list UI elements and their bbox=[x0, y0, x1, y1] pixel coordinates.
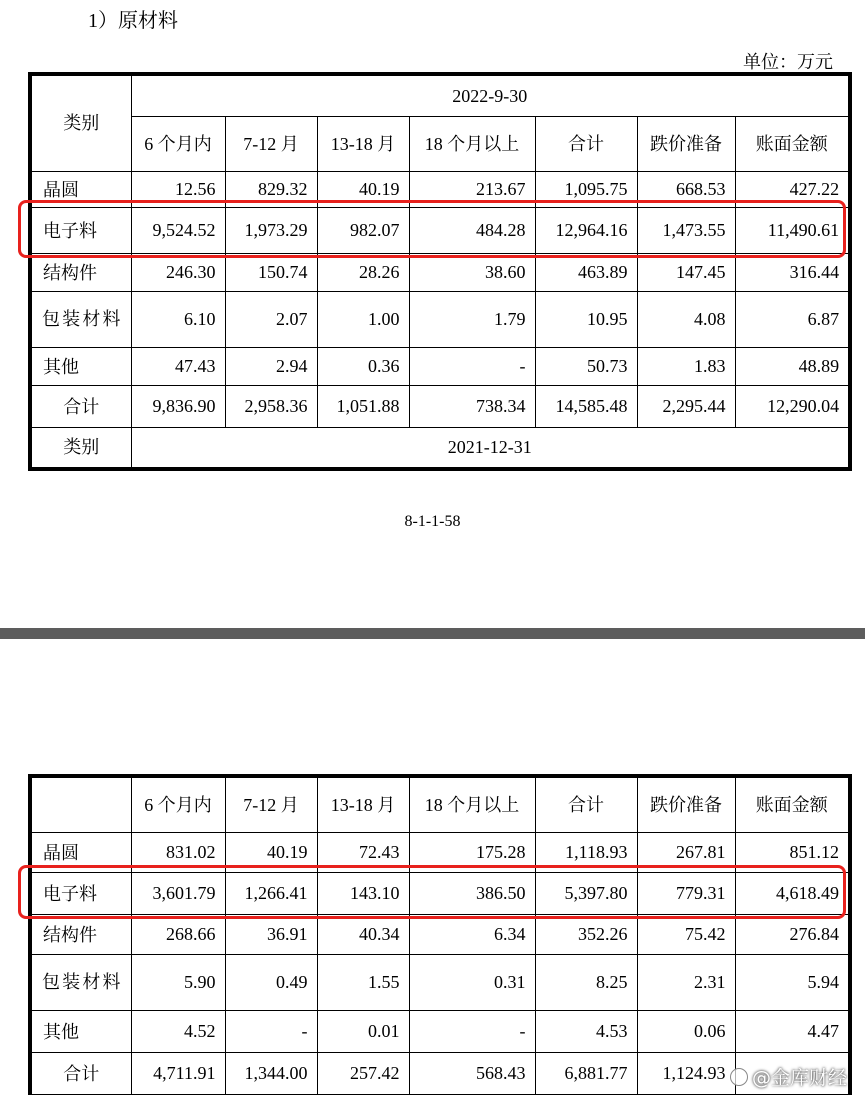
column-header: 账面金额 bbox=[735, 776, 850, 832]
cell: 1.00 bbox=[317, 291, 409, 347]
table-row bbox=[30, 1052, 850, 1094]
cell: 5,397.80 bbox=[535, 872, 637, 914]
cell: 147.45 bbox=[637, 253, 735, 291]
cell: 6,881.77 bbox=[535, 1052, 637, 1094]
cell: 47.43 bbox=[131, 347, 225, 385]
column-header: 13-18 月 bbox=[317, 116, 409, 171]
cell: 12.56 bbox=[131, 171, 225, 207]
cell: 1,266.41 bbox=[225, 872, 317, 914]
table-row bbox=[30, 385, 850, 427]
table-row bbox=[30, 1010, 850, 1052]
cell: 10.95 bbox=[535, 291, 637, 347]
cell: 5.90 bbox=[131, 954, 225, 1010]
cell: 4.52 bbox=[131, 1010, 225, 1052]
table-row bbox=[30, 291, 850, 347]
cell: 3,601.79 bbox=[131, 872, 225, 914]
cell: 4.53 bbox=[535, 1010, 637, 1052]
cell: 1,473.55 bbox=[637, 207, 735, 253]
column-header: 跌价准备 bbox=[637, 776, 735, 832]
table-row bbox=[30, 253, 850, 291]
cell: 12,964.16 bbox=[535, 207, 637, 253]
watermark bbox=[730, 1063, 847, 1090]
cell: 982.07 bbox=[317, 207, 409, 253]
cell: 267.81 bbox=[637, 832, 735, 872]
date-header: 2021-12-31 bbox=[131, 427, 850, 469]
column-header: 18 个月以上 bbox=[409, 776, 535, 832]
cell: 12,290.04 bbox=[735, 385, 850, 427]
cell: 276.84 bbox=[735, 914, 850, 954]
section-heading: 1）原材料 bbox=[88, 10, 178, 32]
cell: 1.83 bbox=[637, 347, 735, 385]
cell: 38.60 bbox=[409, 253, 535, 291]
row-label: 电子料 bbox=[30, 207, 131, 253]
cell: 48.89 bbox=[735, 347, 850, 385]
row-label: 合计 bbox=[30, 1052, 131, 1094]
cell: 0.49 bbox=[225, 954, 317, 1010]
cell: 14,585.48 bbox=[535, 385, 637, 427]
cell: 4.08 bbox=[637, 291, 735, 347]
watermark-text: @金库财经 bbox=[751, 1067, 847, 1089]
cell: 50.73 bbox=[535, 347, 637, 385]
date-header: 2022-9-30 bbox=[131, 74, 850, 116]
cell: 0.36 bbox=[317, 347, 409, 385]
category-header: 类别 bbox=[30, 74, 131, 171]
table-row bbox=[30, 954, 850, 1010]
column-header: 7-12 月 bbox=[225, 116, 317, 171]
cell: 2,958.36 bbox=[225, 385, 317, 427]
cell: 1,124.93 bbox=[637, 1052, 735, 1094]
cell: 150.74 bbox=[225, 253, 317, 291]
cell: 6.10 bbox=[131, 291, 225, 347]
cell: 2.07 bbox=[225, 291, 317, 347]
cell: 427.22 bbox=[735, 171, 850, 207]
cell: 851.12 bbox=[735, 832, 850, 872]
column-header: 合计 bbox=[535, 776, 637, 832]
cell: 1,051.88 bbox=[317, 385, 409, 427]
table-row bbox=[30, 347, 850, 385]
cell: 6.87 bbox=[735, 291, 850, 347]
row-label: 晶圆 bbox=[30, 171, 131, 207]
highlight-box bbox=[18, 200, 846, 258]
category-header: 类别 bbox=[30, 427, 131, 469]
cell: 1,973.29 bbox=[225, 207, 317, 253]
cell: 5.94 bbox=[735, 954, 850, 1010]
column-header: 合计 bbox=[535, 116, 637, 171]
cell: 9,524.52 bbox=[131, 207, 225, 253]
cell: 36.91 bbox=[225, 914, 317, 954]
cell: 1,118.93 bbox=[535, 832, 637, 872]
column-header: 7-12 月 bbox=[225, 776, 317, 832]
column-header: 6 个月内 bbox=[131, 776, 225, 832]
cell: 28.26 bbox=[317, 253, 409, 291]
cell: 72.43 bbox=[317, 832, 409, 872]
row-label: 其他 bbox=[30, 347, 131, 385]
cell: 484.28 bbox=[409, 207, 535, 253]
cell: 6.34 bbox=[409, 914, 535, 954]
cell: 4.47 bbox=[735, 1010, 850, 1052]
row-label: 包装材料 bbox=[30, 291, 131, 347]
raw-materials-table-2021 bbox=[28, 774, 852, 1095]
cell: 1,095.75 bbox=[535, 171, 637, 207]
row-label: 包装材料 bbox=[30, 954, 131, 1010]
watermark-logo-icon bbox=[730, 1068, 748, 1086]
cell: 268.66 bbox=[131, 914, 225, 954]
cell: 8.25 bbox=[535, 954, 637, 1010]
cell: 4,711.91 bbox=[131, 1052, 225, 1094]
row-label: 其他 bbox=[30, 1010, 131, 1052]
cell: 40.19 bbox=[225, 832, 317, 872]
cell: 463.89 bbox=[535, 253, 637, 291]
unit-label: 单位：万元 bbox=[743, 52, 833, 72]
cell: 1.79 bbox=[409, 291, 535, 347]
highlight-box bbox=[18, 865, 846, 919]
cell: 143.10 bbox=[317, 872, 409, 914]
cell: 0.06 bbox=[637, 1010, 735, 1052]
column-header: 18 个月以上 bbox=[409, 116, 535, 171]
cell: 738.34 bbox=[409, 385, 535, 427]
row-label: 晶圆 bbox=[30, 832, 131, 872]
cell: 246.30 bbox=[131, 253, 225, 291]
category-header-cell bbox=[30, 776, 131, 832]
cell: 2.31 bbox=[637, 954, 735, 1010]
column-header: 跌价准备 bbox=[637, 116, 735, 171]
row-label: 结构件 bbox=[30, 253, 131, 291]
table-row bbox=[30, 914, 850, 954]
cell: 75.42 bbox=[637, 914, 735, 954]
cell: - bbox=[225, 1010, 317, 1052]
cell: 175.28 bbox=[409, 832, 535, 872]
cell: - bbox=[409, 347, 535, 385]
cell: 40.34 bbox=[317, 914, 409, 954]
cell: 386.50 bbox=[409, 872, 535, 914]
cell: - bbox=[409, 1010, 535, 1052]
cell: 568.43 bbox=[409, 1052, 535, 1094]
raw-materials-table-2022 bbox=[28, 72, 852, 471]
cell: 0.01 bbox=[317, 1010, 409, 1052]
cell: 213.67 bbox=[409, 171, 535, 207]
cell: 1.55 bbox=[317, 954, 409, 1010]
cell: 668.53 bbox=[637, 171, 735, 207]
cell: 1,344.00 bbox=[225, 1052, 317, 1094]
cell: 779.31 bbox=[637, 872, 735, 914]
row-label: 结构件 bbox=[30, 914, 131, 954]
cell: 829.32 bbox=[225, 171, 317, 207]
cell: 831.02 bbox=[131, 832, 225, 872]
cell: 0.31 bbox=[409, 954, 535, 1010]
column-header: 6 个月内 bbox=[131, 116, 225, 171]
cell: 40.19 bbox=[317, 171, 409, 207]
cell: 9,836.90 bbox=[131, 385, 225, 427]
page-number: 8-1-1-58 bbox=[404, 513, 461, 530]
column-header: 13-18 月 bbox=[317, 776, 409, 832]
cell: 316.44 bbox=[735, 253, 850, 291]
cell: 257.42 bbox=[317, 1052, 409, 1094]
column-header: 账面金额 bbox=[735, 116, 850, 171]
row-label: 电子料 bbox=[30, 872, 131, 914]
cell: 2,295.44 bbox=[637, 385, 735, 427]
cell: 11,490.61 bbox=[735, 207, 850, 253]
cell: 352.26 bbox=[535, 914, 637, 954]
page-divider bbox=[0, 628, 865, 639]
cell: 4,618.49 bbox=[735, 872, 850, 914]
cell: 2.94 bbox=[225, 347, 317, 385]
row-label: 合计 bbox=[30, 385, 131, 427]
